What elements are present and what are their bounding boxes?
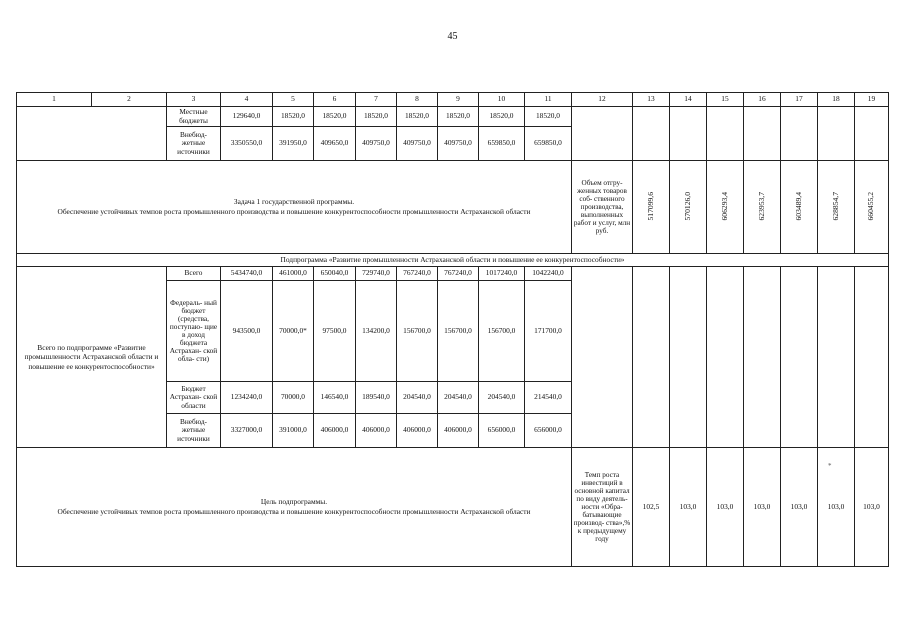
program-table	[16, 92, 889, 567]
col-header: 5	[273, 93, 314, 107]
value-cell: 18520,0	[397, 107, 438, 127]
indicator-value-text: 660455,2	[866, 191, 876, 221]
col-header: 4	[221, 93, 273, 107]
table-row	[17, 267, 889, 281]
funding-source-label: Всего	[167, 267, 221, 281]
col-header: 18	[818, 93, 855, 107]
value-cell: 406000,0	[314, 414, 356, 448]
funding-source-label: Местные бюджеты	[167, 107, 221, 127]
empty-cell	[17, 107, 167, 161]
value-cell: 461000,0	[273, 267, 314, 281]
indicator-value-text: 517099,6	[645, 191, 655, 221]
empty-cell	[855, 267, 889, 448]
empty-cell	[744, 267, 781, 448]
indicator-value-text: 603489,4	[793, 191, 803, 221]
col-header: 16	[744, 93, 781, 107]
value-cell: 134200,0	[356, 281, 397, 382]
goal-cell	[17, 448, 572, 567]
value-cell: 5434740,0	[221, 267, 273, 281]
value-cell: 1042240,0	[525, 267, 572, 281]
empty-cell	[818, 107, 855, 161]
indicator-value: 102,5	[633, 448, 670, 567]
value-cell: 406000,0	[397, 414, 438, 448]
indicator-value: 103,0	[781, 448, 818, 567]
empty-cell	[572, 267, 633, 448]
indicator-value: 103,0	[855, 448, 889, 567]
value-cell: 156700,0	[397, 281, 438, 382]
col-header: 13	[633, 93, 670, 107]
empty-cell	[572, 107, 633, 161]
value-cell: 156700,0	[438, 281, 479, 382]
value-cell: 656000,0	[525, 414, 572, 448]
value-cell: 18520,0	[479, 107, 525, 127]
indicator-value	[670, 161, 707, 254]
value-cell: 70000,0	[273, 382, 314, 414]
task-title: Задача 1 государственной программы.	[233, 197, 355, 207]
table-row	[17, 448, 889, 567]
indicator-value	[744, 161, 781, 254]
value-cell: 204540,0	[397, 382, 438, 414]
col-header: 15	[707, 93, 744, 107]
funding-source-label: Бюджет Астрахан- ской области	[167, 382, 221, 414]
header-row	[17, 93, 889, 107]
indicator-value	[707, 161, 744, 254]
value-cell: 97500,0	[314, 281, 356, 382]
table-row	[17, 107, 889, 127]
indicator-label: Темп роста инвестиций в основной капитал по виду деятель- ности «Обра- батывающие производ- ства»,% к предыдущему году	[572, 448, 633, 567]
funding-source-label: Внебюд- жетные источники	[167, 127, 221, 161]
funding-source-label: Внебюд- жетные источники	[167, 414, 221, 448]
col-header: 10	[479, 93, 525, 107]
task-description: Обеспечение устойчивых темпов роста промышленного производства и повышение конкурентоспособности промышленности Астраханской области	[57, 207, 531, 216]
empty-cell	[707, 267, 744, 448]
value-cell: 659850,0	[525, 127, 572, 161]
value-cell: 3327000,0	[221, 414, 273, 448]
value-cell: 204540,0	[438, 382, 479, 414]
value-cell: 156700,0	[479, 281, 525, 382]
page-number: 45	[447, 31, 458, 42]
value-cell: 409750,0	[356, 127, 397, 161]
empty-cell	[707, 107, 744, 161]
col-header: 2	[92, 93, 167, 107]
indicator-value	[855, 161, 889, 254]
indicator-value: 103,0	[670, 448, 707, 567]
goal-title: Цель подпрограммы.	[260, 497, 328, 507]
value-cell: 146540,0	[314, 382, 356, 414]
value-cell: 204540,0	[479, 382, 525, 414]
value-cell: 1234240,0	[221, 382, 273, 414]
col-header: 11	[525, 93, 572, 107]
value-cell: 171700,0	[525, 281, 572, 382]
indicator-value: 103,0	[818, 448, 855, 567]
value-cell: 18520,0	[356, 107, 397, 127]
empty-cell	[855, 107, 889, 161]
value-cell: 767240,0	[438, 267, 479, 281]
indicator-value	[818, 161, 855, 254]
value-cell: 18520,0	[525, 107, 572, 127]
indicator-value-text: 628854,7	[830, 191, 840, 221]
indicator-value: 103,0	[707, 448, 744, 567]
empty-cell	[633, 107, 670, 161]
value-cell: 943500,0	[221, 281, 273, 382]
empty-cell	[670, 267, 707, 448]
empty-cell	[781, 107, 818, 161]
subprogram-total-label: Всего по подпрограмме «Развитие промышленности Астраханской области и повышение ее конкурентоспособности»	[17, 267, 167, 448]
empty-cell	[781, 267, 818, 448]
col-header: 12	[572, 93, 633, 107]
value-cell: 18520,0	[438, 107, 479, 127]
indicator-value-text: 606293,4	[719, 191, 729, 221]
indicator-value: 103,0	[744, 448, 781, 567]
value-cell: 767240,0	[397, 267, 438, 281]
value-cell: 409650,0	[314, 127, 356, 161]
value-cell: 406000,0	[438, 414, 479, 448]
value-cell: 189540,0	[356, 382, 397, 414]
col-header: 19	[855, 93, 889, 107]
value-cell: 18520,0	[273, 107, 314, 127]
value-cell: 391950,0	[273, 127, 314, 161]
indicator-value	[633, 161, 670, 254]
subprogram-title: Подпрограмма «Развитие промышленности Астраханской области и повышение ее конкурентоспособности»	[17, 254, 889, 267]
value-cell: 214540,0	[525, 382, 572, 414]
empty-cell	[744, 107, 781, 161]
table-row	[17, 254, 889, 267]
value-cell: 406000,0	[356, 414, 397, 448]
col-header: 8	[397, 93, 438, 107]
value-cell: 409750,0	[397, 127, 438, 161]
value-cell: 18520,0	[314, 107, 356, 127]
empty-cell	[818, 267, 855, 448]
indicator-label: Объем отгру- женных товаров соб- ственного производства, выполненных работ и услуг, млн руб.	[572, 161, 633, 254]
value-cell: 70000,0*	[273, 281, 314, 382]
scan-mark: *	[828, 462, 832, 470]
value-cell: 729740,0	[356, 267, 397, 281]
value-cell: 659850,0	[479, 127, 525, 161]
table-row	[17, 161, 889, 254]
indicator-value-text: 570126,0	[682, 191, 692, 221]
goal-description: Обеспечение устойчивых темпов роста промышленного производства и повышение конкурентоспособности промышленности Астраханской области	[57, 507, 531, 516]
value-cell: 656000,0	[479, 414, 525, 448]
value-cell: 3350550,0	[221, 127, 273, 161]
col-header: 6	[314, 93, 356, 107]
funding-source-label: Федераль- ный бюджет (средства, поступаю- щие в доход бюджета Астрахан- ской обла- сти)	[167, 281, 221, 382]
indicator-value	[781, 161, 818, 254]
task-cell	[17, 161, 572, 254]
col-header: 1	[17, 93, 92, 107]
col-header: 14	[670, 93, 707, 107]
empty-cell	[670, 107, 707, 161]
value-cell: 1017240,0	[479, 267, 525, 281]
col-header: 3	[167, 93, 221, 107]
value-cell: 391000,0	[273, 414, 314, 448]
value-cell: 650040,0	[314, 267, 356, 281]
value-cell: 129640,0	[221, 107, 273, 127]
value-cell: 409750,0	[438, 127, 479, 161]
col-header: 17	[781, 93, 818, 107]
empty-cell	[633, 267, 670, 448]
indicator-value-text: 623953,7	[756, 191, 766, 221]
col-header: 7	[356, 93, 397, 107]
col-header: 9	[438, 93, 479, 107]
